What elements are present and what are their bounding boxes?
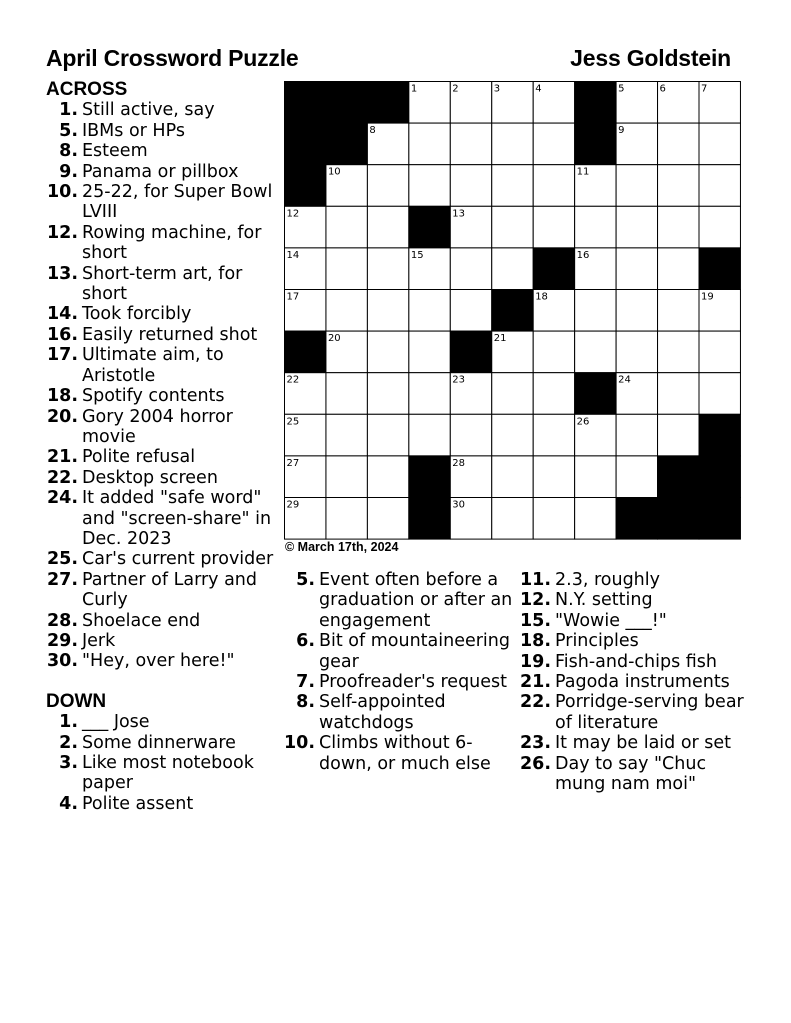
across-clue[interactable]: [46, 325, 278, 345]
grid-cell-black: [285, 82, 326, 124]
clue-number: 22.: [46, 467, 78, 488]
down-clue[interactable]: [283, 631, 513, 672]
grid-cell[interactable]: [492, 414, 533, 456]
across-clue[interactable]: [46, 407, 278, 448]
grid-cell-number: 24: [618, 374, 631, 386]
down-clue[interactable]: [46, 712, 278, 732]
across-clue[interactable]: [46, 611, 278, 631]
grid-cell[interactable]: [658, 373, 699, 415]
grid-cell-black: [616, 498, 657, 540]
down-clue[interactable]: [283, 733, 513, 774]
grid-cell[interactable]: [616, 206, 657, 248]
grid-cell[interactable]: [326, 206, 367, 248]
down-clue[interactable]: [519, 672, 749, 692]
grid-cell-black: [699, 456, 740, 498]
clue-number: 23.: [519, 733, 551, 754]
grid-cell[interactable]: [409, 414, 450, 456]
clue-number: 12.: [519, 590, 551, 611]
clue-number: 9.: [59, 161, 78, 182]
grid-cell-number: 4: [535, 83, 542, 95]
down-clue[interactable]: [46, 794, 278, 814]
clue-number: 10.: [46, 182, 78, 203]
clue-number: 21.: [46, 447, 78, 468]
clue-number: 2.: [59, 732, 78, 753]
clue-text: Climbs without 6-down, or much else: [319, 733, 491, 774]
grid-cell-black: [699, 414, 740, 456]
clue-text: Polite assent: [82, 793, 194, 814]
grid-cell[interactable]: [409, 373, 450, 415]
clue-number: 13.: [46, 263, 78, 284]
grid-cell-black: [492, 290, 533, 332]
grid-cell-number: 19: [701, 291, 714, 303]
grid-cell[interactable]: [326, 373, 367, 415]
grid-cell[interactable]: [699, 123, 740, 165]
grid-cell[interactable]: [326, 456, 367, 498]
copyright-notice: © March 17th, 2024: [285, 540, 399, 554]
across-clue[interactable]: [46, 141, 278, 161]
grid-cell[interactable]: [658, 331, 699, 373]
clue-text: Partner of Larry and Curly: [82, 569, 257, 611]
clue-text: Fish-and-chips fish: [555, 651, 718, 672]
grid-cell-number: 3: [493, 83, 501, 95]
clue-number: 18.: [519, 631, 551, 652]
across-clue[interactable]: [46, 468, 278, 488]
clue-text: "Hey, over here!": [82, 651, 235, 672]
clue-text: Proofreader's request: [319, 672, 508, 693]
clue-text: "Wowie ___!": [555, 610, 667, 631]
clue-number: 6.: [296, 631, 315, 652]
grid-cell[interactable]: [658, 206, 699, 248]
grid-cell[interactable]: [533, 331, 574, 373]
grid-cell-black: [658, 498, 699, 540]
grid-cell-black: [699, 248, 740, 290]
grid-cell[interactable]: [492, 456, 533, 498]
grid-cell-number: 17: [286, 291, 300, 303]
clue-text: Short-term art, for short: [82, 263, 243, 305]
grid-cell[interactable]: [658, 290, 699, 332]
grid-cell[interactable]: [326, 248, 367, 290]
clue-number: 3.: [59, 753, 78, 773]
grid-cell[interactable]: [658, 248, 699, 290]
grid-cell[interactable]: [575, 456, 616, 498]
grid-cell-black: [326, 82, 367, 124]
grid-cell[interactable]: [616, 165, 657, 207]
clue-number: 25.: [46, 549, 78, 570]
clue-text: Pagoda instruments: [555, 672, 730, 693]
clue-text: Esteem: [82, 141, 148, 162]
clue-text: Shoelace end: [82, 610, 201, 631]
grid-cell[interactable]: [575, 331, 616, 373]
grid-cell[interactable]: [367, 165, 408, 207]
author-name: Jess Goldstein: [570, 45, 731, 71]
across-clue[interactable]: [46, 223, 278, 264]
clue-number: 8.: [59, 141, 78, 162]
grid-cell[interactable]: [533, 206, 574, 248]
grid-cell-black: [409, 206, 450, 248]
grid-cell[interactable]: [533, 414, 574, 456]
clue-number: 12.: [46, 222, 78, 243]
grid-cell[interactable]: [409, 290, 450, 332]
down-clue[interactable]: [519, 692, 749, 733]
grid-cell[interactable]: [658, 165, 699, 207]
down-clue-list-part-1: [46, 712, 278, 814]
grid-cell[interactable]: [450, 248, 491, 290]
clue-text: 2.3, roughly: [555, 570, 660, 590]
crossword-grid-svg[interactable]: [284, 81, 741, 540]
clue-text: Ultimate aim, to Aristotle: [82, 345, 224, 386]
clue-number: 18.: [46, 386, 78, 407]
clue-number: 17.: [46, 345, 78, 366]
down-clue[interactable]: [46, 753, 278, 794]
grid-cell[interactable]: [450, 123, 491, 165]
grid-cell-black: [409, 498, 450, 540]
grid-cell-black: [285, 123, 326, 165]
clue-number: 19.: [519, 651, 551, 672]
grid-cell-number: 23: [452, 374, 466, 386]
grid-cell[interactable]: [409, 123, 450, 165]
puzzle-title: April Crossword Puzzle: [46, 45, 299, 71]
clue-number: 29.: [46, 630, 78, 651]
clue-number: 1.: [59, 712, 78, 733]
grid-cell-number: 12: [286, 208, 300, 220]
clue-text: It may be laid or set: [555, 733, 732, 754]
down-clue[interactable]: [283, 570, 513, 631]
across-clue[interactable]: [46, 100, 278, 120]
grid-cell-number: 10: [327, 166, 341, 178]
grid-cell-number: 18: [535, 291, 548, 303]
grid-cell-number: 5: [618, 83, 625, 95]
grid-cell-black: [575, 373, 616, 415]
grid-cell[interactable]: [616, 248, 657, 290]
down-clue-list-part-3: [519, 570, 749, 794]
clue-text: Day to say "Chuc mung nam moi": [555, 753, 707, 795]
clue-text: Car's current provider: [82, 549, 274, 570]
grid-cell[interactable]: [533, 498, 574, 540]
grid-cell-number: 22: [286, 374, 300, 386]
clue-text: IBMs or HPs: [82, 120, 185, 141]
grid-cell-black: [326, 123, 367, 165]
grid-cell[interactable]: [699, 373, 740, 415]
grid-cell-number: 30: [452, 499, 466, 511]
grid-cell-number: 28: [452, 457, 466, 469]
across-clue[interactable]: [46, 631, 278, 651]
grid-cell[interactable]: [699, 331, 740, 373]
grid-cell[interactable]: [533, 123, 574, 165]
across-clue[interactable]: [46, 264, 278, 305]
grid-cell[interactable]: [575, 498, 616, 540]
grid-cell-number: 25: [286, 416, 300, 428]
grid-cell[interactable]: [326, 414, 367, 456]
across-clue-list: [46, 100, 278, 671]
down-clue[interactable]: [519, 590, 749, 610]
clue-number: 27.: [46, 569, 78, 590]
across-clue[interactable]: [46, 447, 278, 467]
across-clue[interactable]: [46, 304, 278, 324]
down-heading: DOWN: [46, 690, 107, 712]
clue-text: Desktop screen: [82, 467, 218, 488]
grid-cell-number: 27: [286, 457, 300, 469]
grid-cell[interactable]: [326, 498, 367, 540]
clue-text: Spotify contents: [82, 386, 225, 407]
grid-cell[interactable]: [616, 414, 657, 456]
clue-text: Easily returned shot: [82, 324, 258, 345]
down-clue[interactable]: [46, 733, 278, 753]
clue-number: 11.: [519, 570, 551, 590]
grid-cell[interactable]: [409, 165, 450, 207]
clue-number: 10.: [283, 733, 315, 754]
clue-number: 7.: [296, 672, 315, 693]
clue-number: 22.: [519, 692, 551, 713]
grid-cell-number: 6: [659, 83, 666, 95]
grid-cell-number: 29: [286, 499, 300, 511]
clue-number: 24.: [46, 488, 78, 509]
grid-cell[interactable]: [367, 498, 408, 540]
grid-cell-number: 11: [576, 166, 590, 178]
crossword-grid[interactable]: [284, 81, 741, 540]
clue-text: Self-appointed watchdogs: [319, 692, 446, 733]
grid-cell[interactable]: [409, 331, 450, 373]
grid-cell-black: [450, 331, 491, 373]
grid-cell-black: [409, 456, 450, 498]
grid-cell-number: 21: [493, 333, 507, 345]
grid-cell[interactable]: [367, 331, 408, 373]
clue-number: 8.: [296, 692, 315, 713]
clue-text: Rowing machine, for short: [82, 222, 262, 264]
grid-cell-number: 26: [576, 416, 590, 428]
down-clue[interactable]: [519, 754, 749, 795]
grid-cell[interactable]: [533, 456, 574, 498]
down-clue[interactable]: [519, 733, 749, 753]
grid-cell[interactable]: [367, 206, 408, 248]
clue-number: 20.: [46, 406, 78, 427]
across-clue[interactable]: [46, 121, 278, 141]
clue-text: Jerk: [82, 630, 116, 651]
clue-number: 15.: [519, 610, 551, 631]
across-clue[interactable]: [46, 488, 278, 549]
grid-cell[interactable]: [367, 248, 408, 290]
clue-text: Event often before a graduation or after an engagement: [319, 570, 513, 631]
grid-cell[interactable]: [492, 498, 533, 540]
down-clue-list-part-2: [283, 570, 513, 774]
grid-cell[interactable]: [450, 165, 491, 207]
clue-text: Bit of mountaineering gear: [319, 631, 510, 672]
clue-number: 5.: [59, 120, 78, 141]
grid-cell-number: 7: [701, 83, 708, 95]
grid-cell-number: 20: [327, 333, 341, 345]
clue-text: Still active, say: [82, 100, 215, 121]
grid-cell-black: [575, 123, 616, 165]
clue-number: 16.: [46, 324, 78, 345]
grid-cell-black: [658, 456, 699, 498]
clue-number: 1.: [59, 100, 78, 121]
grid-cell[interactable]: [367, 290, 408, 332]
grid-cell[interactable]: [616, 331, 657, 373]
grid-cell-black: [575, 82, 616, 124]
grid-cell[interactable]: [367, 414, 408, 456]
clue-text: Porridge-serving bear of literature: [555, 692, 744, 733]
grid-cell[interactable]: [492, 165, 533, 207]
grid-cell[interactable]: [616, 290, 657, 332]
clue-number: 30.: [46, 651, 78, 672]
down-clue[interactable]: [283, 672, 513, 692]
clue-text: Principles: [555, 631, 639, 652]
grid-cell[interactable]: [367, 456, 408, 498]
grid-cell[interactable]: [492, 373, 533, 415]
clue-number: 26.: [519, 753, 551, 774]
clue-text: Took forcibly: [82, 304, 192, 325]
clue-text: 25-22, for Super Bowl LVIII: [82, 182, 273, 223]
clue-column-right: [519, 570, 749, 794]
down-clue[interactable]: [519, 652, 749, 672]
clue-text: Polite refusal: [82, 447, 196, 468]
across-clue[interactable]: [46, 162, 278, 182]
clue-number: 21.: [519, 672, 551, 693]
grid-cell[interactable]: [533, 373, 574, 415]
clue-column-middle: [283, 570, 513, 774]
across-clue[interactable]: [46, 651, 278, 671]
across-clue[interactable]: [46, 570, 278, 611]
grid-cell-number: 13: [452, 208, 466, 220]
clue-text: ___ Jose: [82, 712, 150, 733]
down-clue[interactable]: [283, 692, 513, 733]
clue-text: Some dinnerware: [82, 732, 236, 753]
clue-text: N.Y. setting: [555, 590, 653, 611]
grid-cell-number: 8: [369, 125, 376, 137]
grid-cell-number: 16: [576, 249, 590, 261]
grid-cell[interactable]: [492, 248, 533, 290]
clue-text: Gory 2004 horror movie: [82, 406, 233, 447]
grid-cell[interactable]: [575, 206, 616, 248]
grid-cell[interactable]: [616, 456, 657, 498]
grid-cell-number: 1: [410, 83, 418, 95]
clue-text: Panama or pillbox: [82, 161, 239, 182]
across-clue[interactable]: [46, 549, 278, 569]
down-clue[interactable]: [519, 570, 749, 590]
grid-cell-black: [367, 82, 408, 124]
across-clue[interactable]: [46, 386, 278, 406]
grid-cell[interactable]: [367, 373, 408, 415]
grid-cell-number: 14: [286, 249, 300, 261]
grid-cell[interactable]: [575, 290, 616, 332]
grid-cell[interactable]: [699, 206, 740, 248]
grid-cell[interactable]: [326, 290, 367, 332]
grid-cell[interactable]: [533, 165, 574, 207]
clue-text: Like most notebook paper: [82, 753, 254, 794]
across-clue[interactable]: [46, 182, 278, 223]
down-clue[interactable]: [519, 611, 749, 631]
clue-number: 14.: [46, 304, 78, 325]
clue-number: 5.: [296, 570, 315, 590]
clue-number: 4.: [59, 793, 78, 814]
grid-cell-number: 9: [618, 125, 625, 137]
down-clue[interactable]: [519, 631, 749, 651]
grid-cell-black: [285, 165, 326, 207]
grid-cell-black: [533, 248, 574, 290]
grid-cell[interactable]: [450, 290, 491, 332]
grid-cell-black: [285, 331, 326, 373]
grid-cell[interactable]: [492, 123, 533, 165]
grid-cell[interactable]: [492, 206, 533, 248]
grid-cell-number: 2: [452, 83, 459, 95]
clue-column-left: [46, 80, 278, 814]
grid-cell-number: 15: [410, 249, 424, 261]
clue-number: 28.: [46, 610, 78, 631]
grid-cell[interactable]: [699, 165, 740, 207]
across-clue[interactable]: [46, 345, 278, 386]
grid-cell[interactable]: [658, 123, 699, 165]
across-heading: ACROSS: [46, 79, 128, 100]
grid-cell[interactable]: [658, 414, 699, 456]
grid-cell-black: [699, 498, 740, 540]
grid-cell[interactable]: [450, 414, 491, 456]
clue-text: It added "safe word" and "screen-share" in Dec. 2023: [82, 488, 272, 549]
